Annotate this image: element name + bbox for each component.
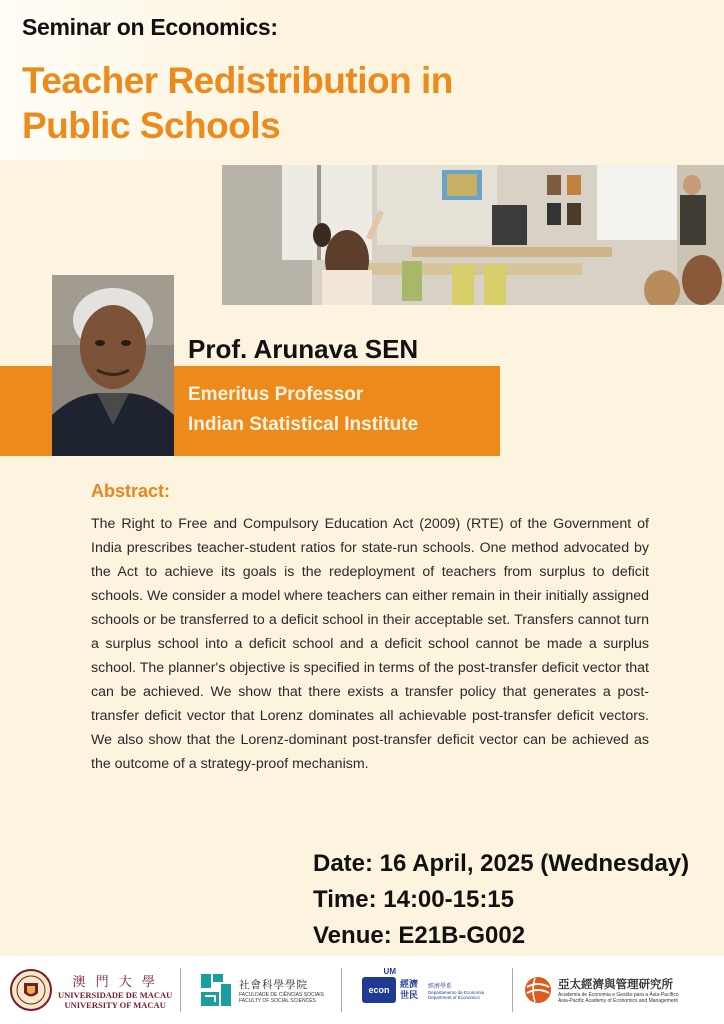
apaem-wordmark [558, 976, 679, 1004]
fss-logo [181, 956, 341, 1024]
seminar-title-line-2: Public Schools [22, 105, 281, 146]
um-wordmark [58, 971, 172, 1010]
econ-wordmark [428, 981, 484, 1000]
speaker-institution: Indian Statistical Institute [188, 414, 419, 435]
event-venue: Venue: E21B-G002 [313, 922, 526, 949]
um-crest-icon [10, 969, 52, 1011]
econ-chinese-mark: 經濟 世民 [400, 979, 419, 1000]
event-date: Date: 16 April, 2025 (Wednesday) [313, 850, 690, 877]
fss-mark-icon [199, 972, 233, 1008]
econ-mark [362, 967, 396, 1003]
econ-chinese-name: 經濟學系 [428, 983, 453, 990]
um-logo [0, 956, 180, 1024]
econ-logo [342, 956, 512, 1024]
apaem-logo [513, 956, 713, 1024]
seminar-title [22, 58, 582, 148]
fss-portuguese-name: FACULDADE DE CIÊNCIAS SOCIAIS [239, 991, 325, 998]
seminar-series-label: Seminar on Economics: [22, 14, 278, 40]
um-chinese-name: 澳 門 大 學 [72, 974, 158, 990]
apaem-portuguese-name: Academia de Economia e Gestão para a Ásia-Pacífico [558, 992, 679, 998]
apaem-globe-icon [523, 975, 553, 1005]
econ-portuguese-name: Departamento de Economia [428, 989, 485, 995]
classroom-photo [222, 165, 724, 305]
abstract-text: The Right to Free and Compulsory Education Act (2009) (RTE) of the Government of India prescribes teacher-student ratios for state-run schools. One method advocated by the Act to achieve its goals is the redeployment of teachers from surplus to deficit schools. We consider a model where teachers can either remain in their initially assigned schools or be transferred to a deficit school in their acceptable set. Transfers cannot turn a surplus school into a deficit school and a deficit school cannot be made a surplus school. The planner's objective is specified in terms of the post-transfer deficit vector that can be achieved. We show that there exists a transfer policy that generates a post-transfer deficit vector that Lorenz dominates all achievable post-transfer deficit vectors. We also show that the Lorenz-dominant post-transfer deficit vector can be achieved as the outcome of a strategy-proof mechanism. [91, 516, 649, 772]
speaker-name: Prof. Arunava SEN [188, 334, 419, 364]
econ-um-text: UM [383, 967, 396, 976]
fss-chinese-name: 社會科學學院 [239, 978, 308, 991]
seminar-title-line-1: Teacher Redistribution in [22, 60, 453, 101]
apaem-english-name: Asia-Pacific Academy of Economics and Management [558, 998, 678, 1004]
portrait-illustration [52, 275, 174, 456]
econ-english-name: Department of Economics [428, 994, 480, 1000]
classroom-illustration [222, 165, 724, 305]
event-details [313, 846, 689, 954]
footer-logo-bar [0, 956, 724, 1024]
apaem-chinese-name: 亞太經濟與管理研究所 [558, 977, 673, 991]
econ-mark-text: econ [368, 985, 390, 995]
um-english-name: UNIVERSITY OF MACAU [64, 999, 166, 1010]
abstract-heading: Abstract: [91, 481, 171, 501]
speaker-portrait [52, 275, 174, 456]
fss-wordmark [239, 977, 324, 1004]
um-portuguese-name: UNIVERSIDADE DE MACAU [58, 989, 173, 1000]
speaker-title: Emeritus Professor [188, 384, 364, 405]
fss-english-name: FACULTY OF SOCIAL SCIENCES [239, 997, 316, 1004]
event-time: Time: 14:00-15:15 [313, 886, 514, 913]
speaker-position [188, 380, 418, 440]
